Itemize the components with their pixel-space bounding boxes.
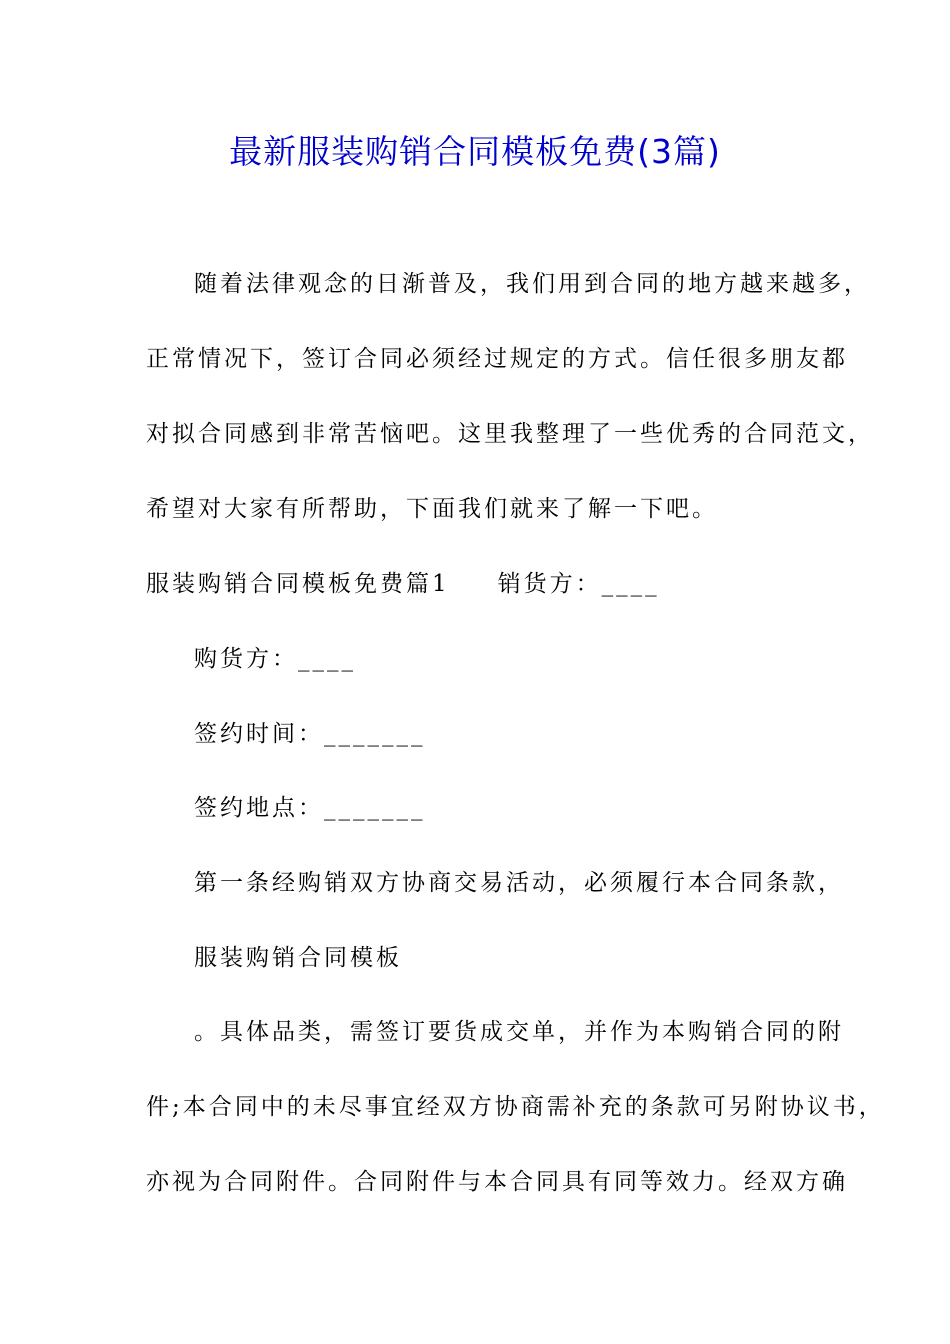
body-line-1: 。具体品类，需签订要货成交单，并作为本购销合同的附 — [194, 1019, 844, 1045]
intro-line-1: 随着法律观念的日渐普及，我们用到合同的地方越来越多， — [194, 271, 870, 297]
template-label: 服装购销合同模板 — [194, 945, 402, 971]
body-line-2: 件;本合同中的未尽事宜经双方协商需补充的条款可另附协议书， — [146, 1094, 885, 1120]
seller-field: 销货方：____ — [497, 571, 660, 597]
buyer-field: 购货方：____ — [194, 646, 356, 672]
intro-line-4: 希望对大家有所帮助，下面我们就来了解一下吧。 — [146, 496, 718, 522]
intro-line-3: 对拟合同感到非常苦恼吧。这里我整理了一些优秀的合同范文， — [146, 421, 874, 447]
sign-place-field: 签约地点：_______ — [194, 795, 426, 821]
section-heading-line — [146, 566, 660, 602]
document-title: 最新服装购销合同模板免费(3篇) — [229, 132, 721, 171]
section-heading: 服装购销合同模板免费篇1 — [146, 571, 450, 597]
article-1: 第一条经购销双方协商交易活动，必须履行本合同条款， — [194, 870, 844, 896]
intro-line-2: 正常情况下，签订合同必须经过规定的方式。信任很多朋友都 — [146, 346, 848, 372]
sign-time-field: 签约时间：_______ — [194, 721, 426, 747]
body-line-3: 亦视为合同附件。合同附件与本合同具有同等效力。经双方确 — [146, 1169, 848, 1195]
